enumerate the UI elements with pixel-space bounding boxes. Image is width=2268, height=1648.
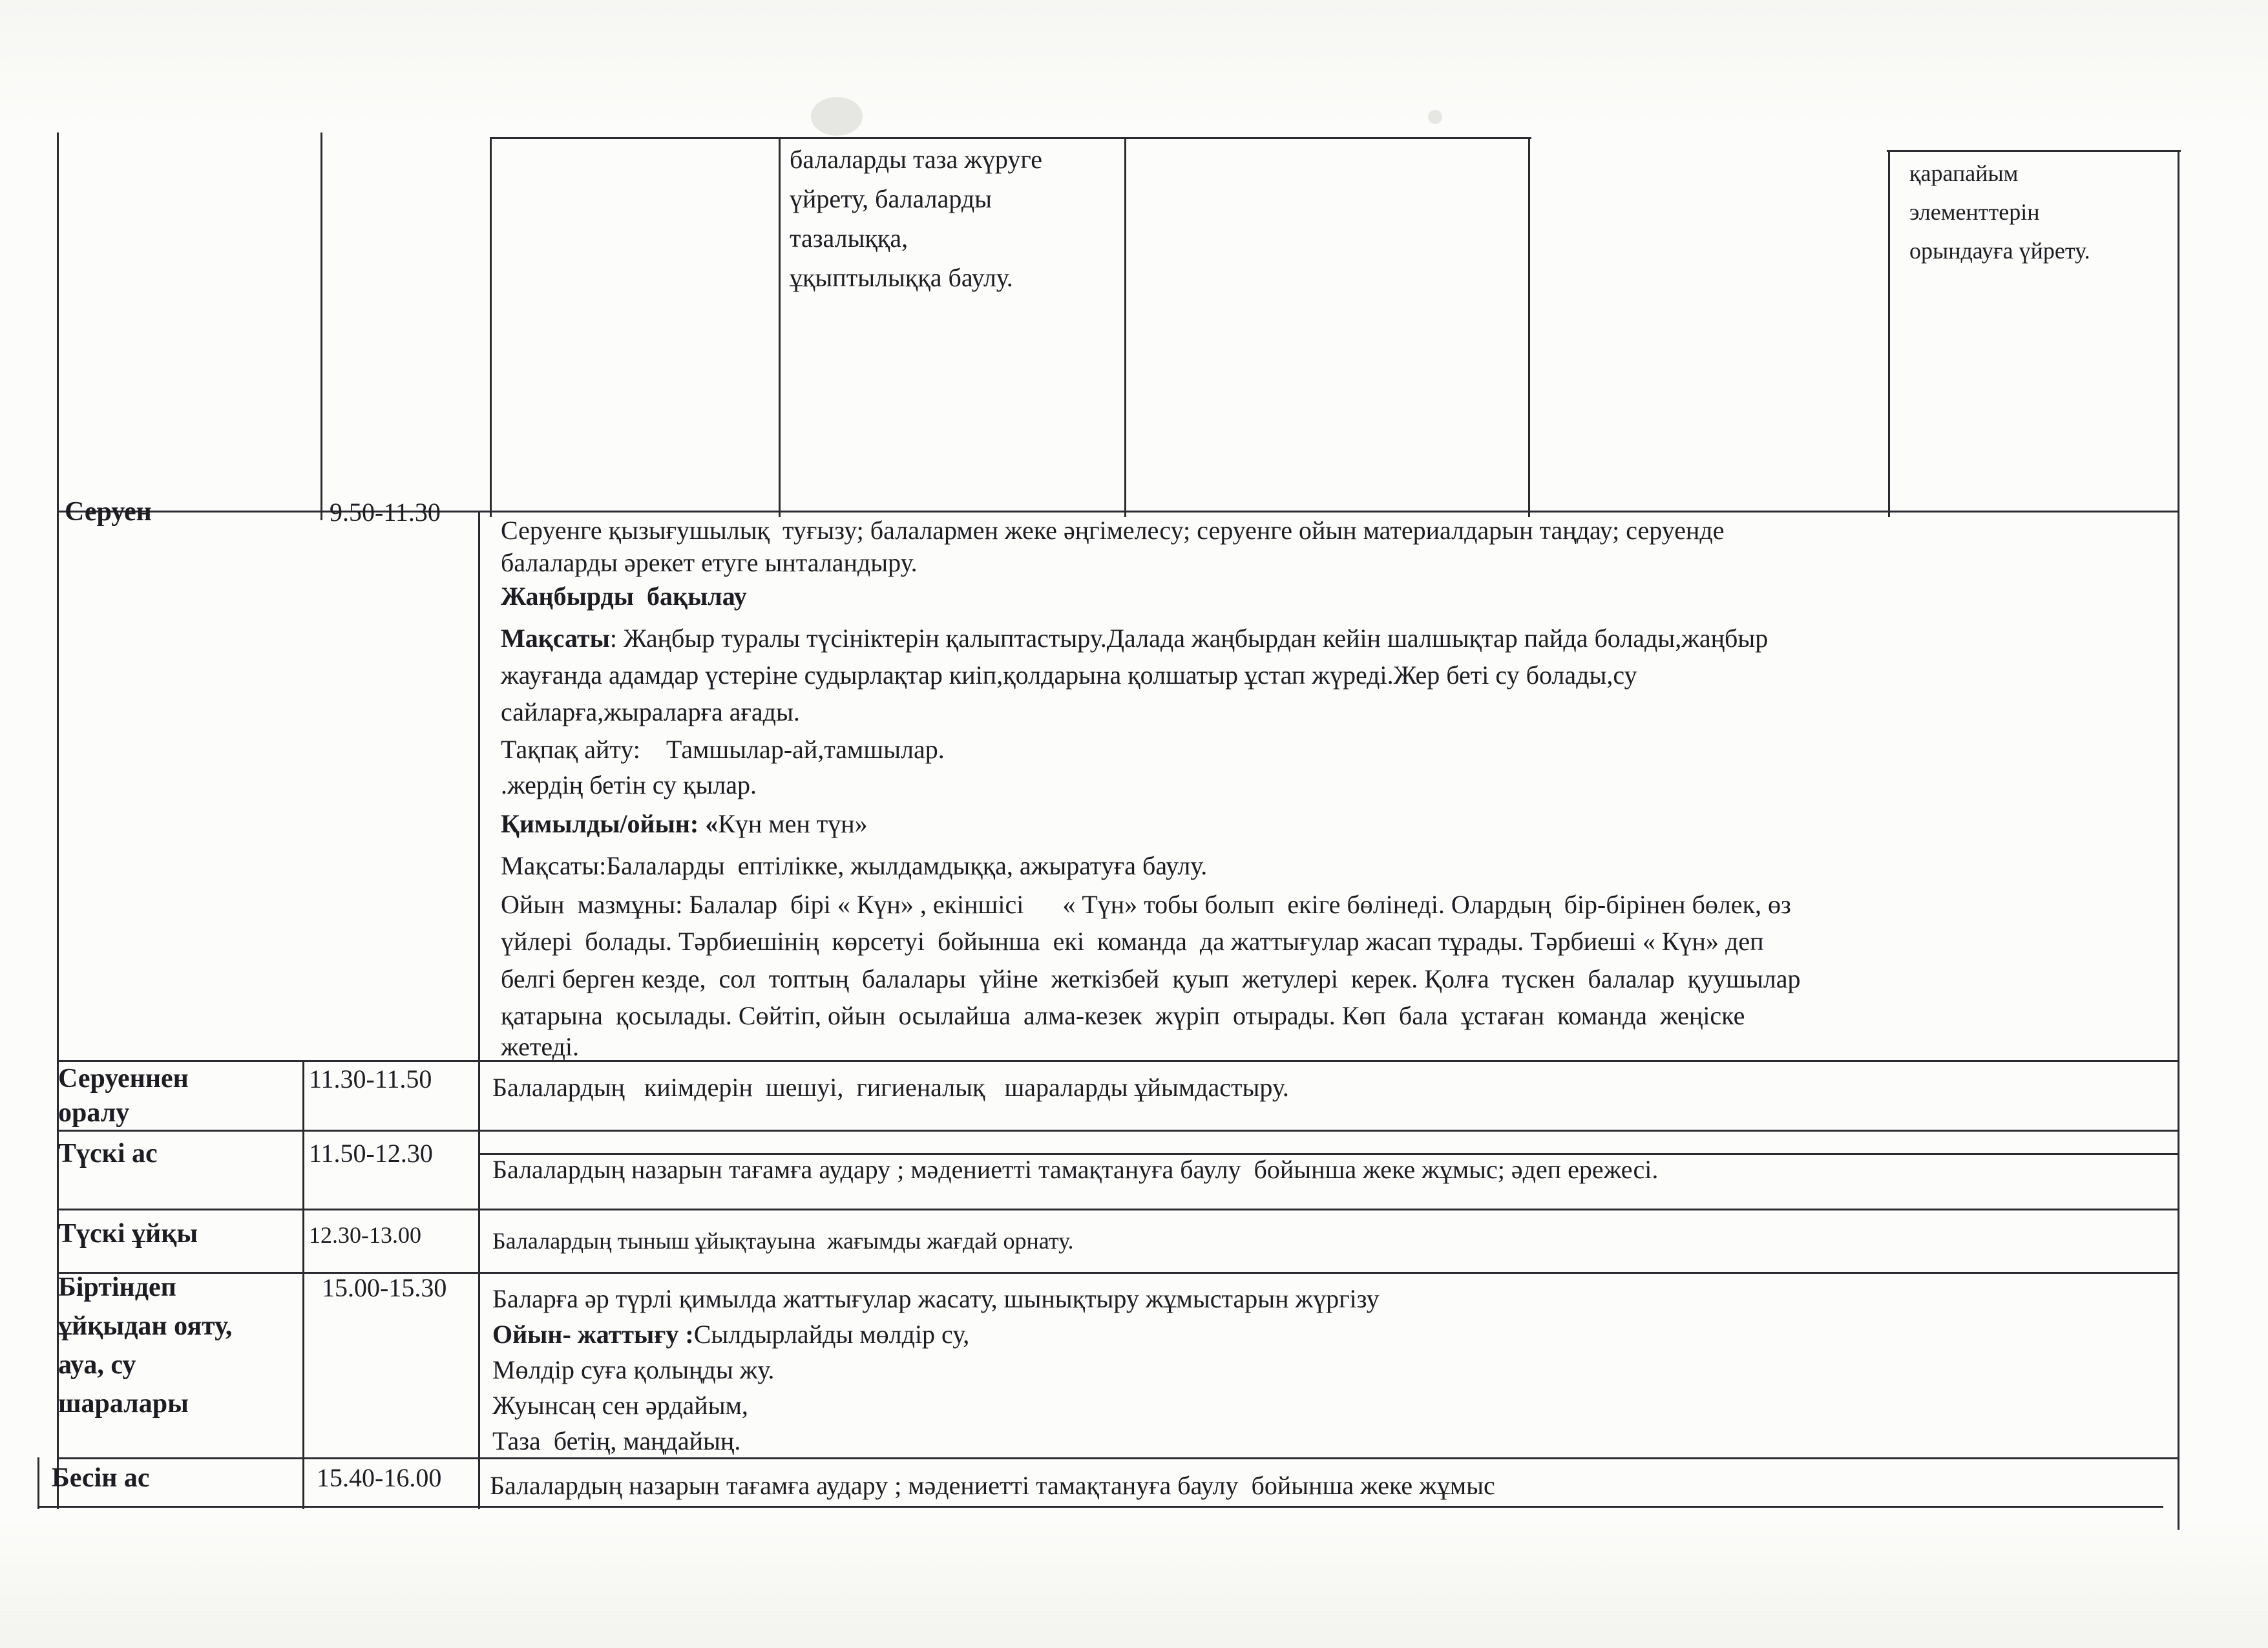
text-line: үйлері болады. Тәрбиешінің көрсетуі бойынша екі команда да жаттығулар жасап тұрады. Тәрбиеші « Күн» деп (501, 927, 1764, 956)
goal-line (501, 622, 1768, 655)
text-line: ұқыптылыққа баулу. (790, 263, 1013, 292)
row-label: Серуеннен (58, 1064, 189, 1093)
table-border (490, 137, 492, 517)
text-line: тазалыққа, (790, 224, 908, 253)
row-label: оралу (58, 1098, 130, 1128)
row-time: 9.50-11.30 (330, 498, 441, 527)
text-line: Мақсаты:Балаларды ептілікке, жылдамдыққа, ажыратуға баулу. (501, 851, 1208, 880)
text-line: Ойын мазмұны: Балалар бірі « Күн» , екіншісі « Түн» тобы болып екіге бөлінеді. Олардың бір-бірінен бөлек, өз (501, 890, 1791, 919)
game-label: Қимылды/ойын: « (501, 809, 719, 838)
text-line: элементтерін (1909, 199, 2040, 225)
text-line: балаларды әрекет етуге ынталандыру. (501, 548, 918, 577)
scan-mark (811, 97, 863, 136)
text-line: қарапайым (1909, 160, 2019, 186)
game-label: Ойын- жаттығу : (492, 1320, 694, 1349)
row-text: Балалардың киімдерін шешуі, гигиеналық шараларды ұйымдастыру. (492, 1073, 1289, 1102)
text-line: үйрету, балаларды (790, 184, 992, 213)
row-label: шаралары (58, 1389, 189, 1419)
table-border (2178, 150, 2179, 1530)
row-label: Біртіндеп (58, 1273, 176, 1302)
table-border (320, 132, 322, 520)
poem-line: Жуынсаң сен әрдайым, (492, 1391, 748, 1420)
table-border (779, 137, 781, 517)
table-border (490, 137, 1531, 139)
text-line: балаларды таза жүруге (790, 145, 1042, 174)
row-time: 15.00-15.30 (322, 1273, 447, 1302)
goal-text: : Жаңбыр туралы түсініктерін қалыптастыру.Далада жаңбырдан кейін шалшықтар пайда болады,жаңбыр (609, 624, 1769, 653)
row-text: Балалардың назарын тағамға аудару ; мәдениетті тамақтануға баулу бойынша жеке жұмыс (490, 1471, 1495, 1500)
text-line: Серуенге қызығушылық туғызу; балалармен жеке әңгімелесу; серуенге ойын материалдарын таңдау; серуенде (501, 516, 1725, 545)
row-label: Түскі ас (58, 1139, 158, 1168)
table-border (57, 1457, 2179, 1459)
game-title: Күн мен түн» (718, 809, 868, 838)
row-text: Балалардың тыныш ұйықтауына жағымды жағдай орнату. (492, 1228, 1074, 1254)
text-line: қатарына қосылады. Сөйтіп, ойын осылайша алма-кезек жүріп отырады. Көп бала ұстаған команда жеңіске (501, 1001, 1745, 1030)
table-border (37, 1506, 2163, 1508)
table-border (1888, 150, 1890, 517)
text-line: жетеді. (501, 1032, 580, 1061)
row-label: Серуен (65, 497, 152, 527)
table-border (37, 1457, 39, 1509)
poem-line: Мөлдір суға қолыңды жу. (492, 1355, 775, 1384)
game-title: Сылдырлайды мөлдір су, (693, 1320, 970, 1349)
game-line (492, 1318, 969, 1351)
text-line: жауғанда адамдар үстеріне судырлақтар киіп,қолдарына қолшатыр ұстап жүреді.Жер беті су болады,су (501, 660, 1637, 690)
row-label: ауа, су (58, 1350, 136, 1380)
table-border (57, 1060, 2179, 1062)
row-time: 11.50-12.30 (309, 1139, 433, 1168)
scan-mark (1428, 110, 1442, 124)
row-time: 11.30-11.50 (309, 1064, 432, 1093)
table-border (302, 1060, 304, 1509)
text-line: сайларға,жыраларға ағады. (501, 697, 800, 726)
table-border (478, 511, 480, 1509)
game-line (501, 808, 868, 840)
goal-label: Мақсаты (501, 624, 610, 653)
row-text: Балалардың назарын тағамға аудару ; мәдениетті тамақтануға баулу бойынша жеке жұмыс; әдеп ережесі. (492, 1155, 1659, 1184)
table-border (57, 1209, 2179, 1210)
row-time: 15.40-16.00 (317, 1463, 442, 1492)
table-border (1887, 150, 2181, 152)
text-line: Баларға әр түрлі қимылда жаттығулар жасату, шынықтыру жұмыстарын жүргізу (492, 1284, 1380, 1313)
row-time: 12.30-13.00 (309, 1222, 421, 1248)
table-border (1528, 137, 1530, 517)
poem-line: Таза бетің, маңдайың. (492, 1426, 741, 1455)
table-border (57, 1130, 2179, 1132)
observation-title: Жаңбырды бақылау (501, 582, 747, 611)
text-line: орындауға үйрету. (1909, 238, 2090, 264)
row-label: Түскі ұйқы (58, 1219, 198, 1249)
row-label: ұйқыдан ояту, (58, 1311, 233, 1341)
table-border (1124, 137, 1126, 517)
text-line: Тақпақ айту: Тамшылар-ай,тамшылар. (501, 735, 945, 764)
text-line: белгі берген кезде, сол топтың балалары үйіне жеткізбей қуып жетулері керек. Қолға түскен балалар қуушылар (501, 964, 1801, 993)
row-label: Бесін ас (52, 1463, 150, 1493)
text-line: .жердің бетін су қылар. (501, 770, 757, 799)
